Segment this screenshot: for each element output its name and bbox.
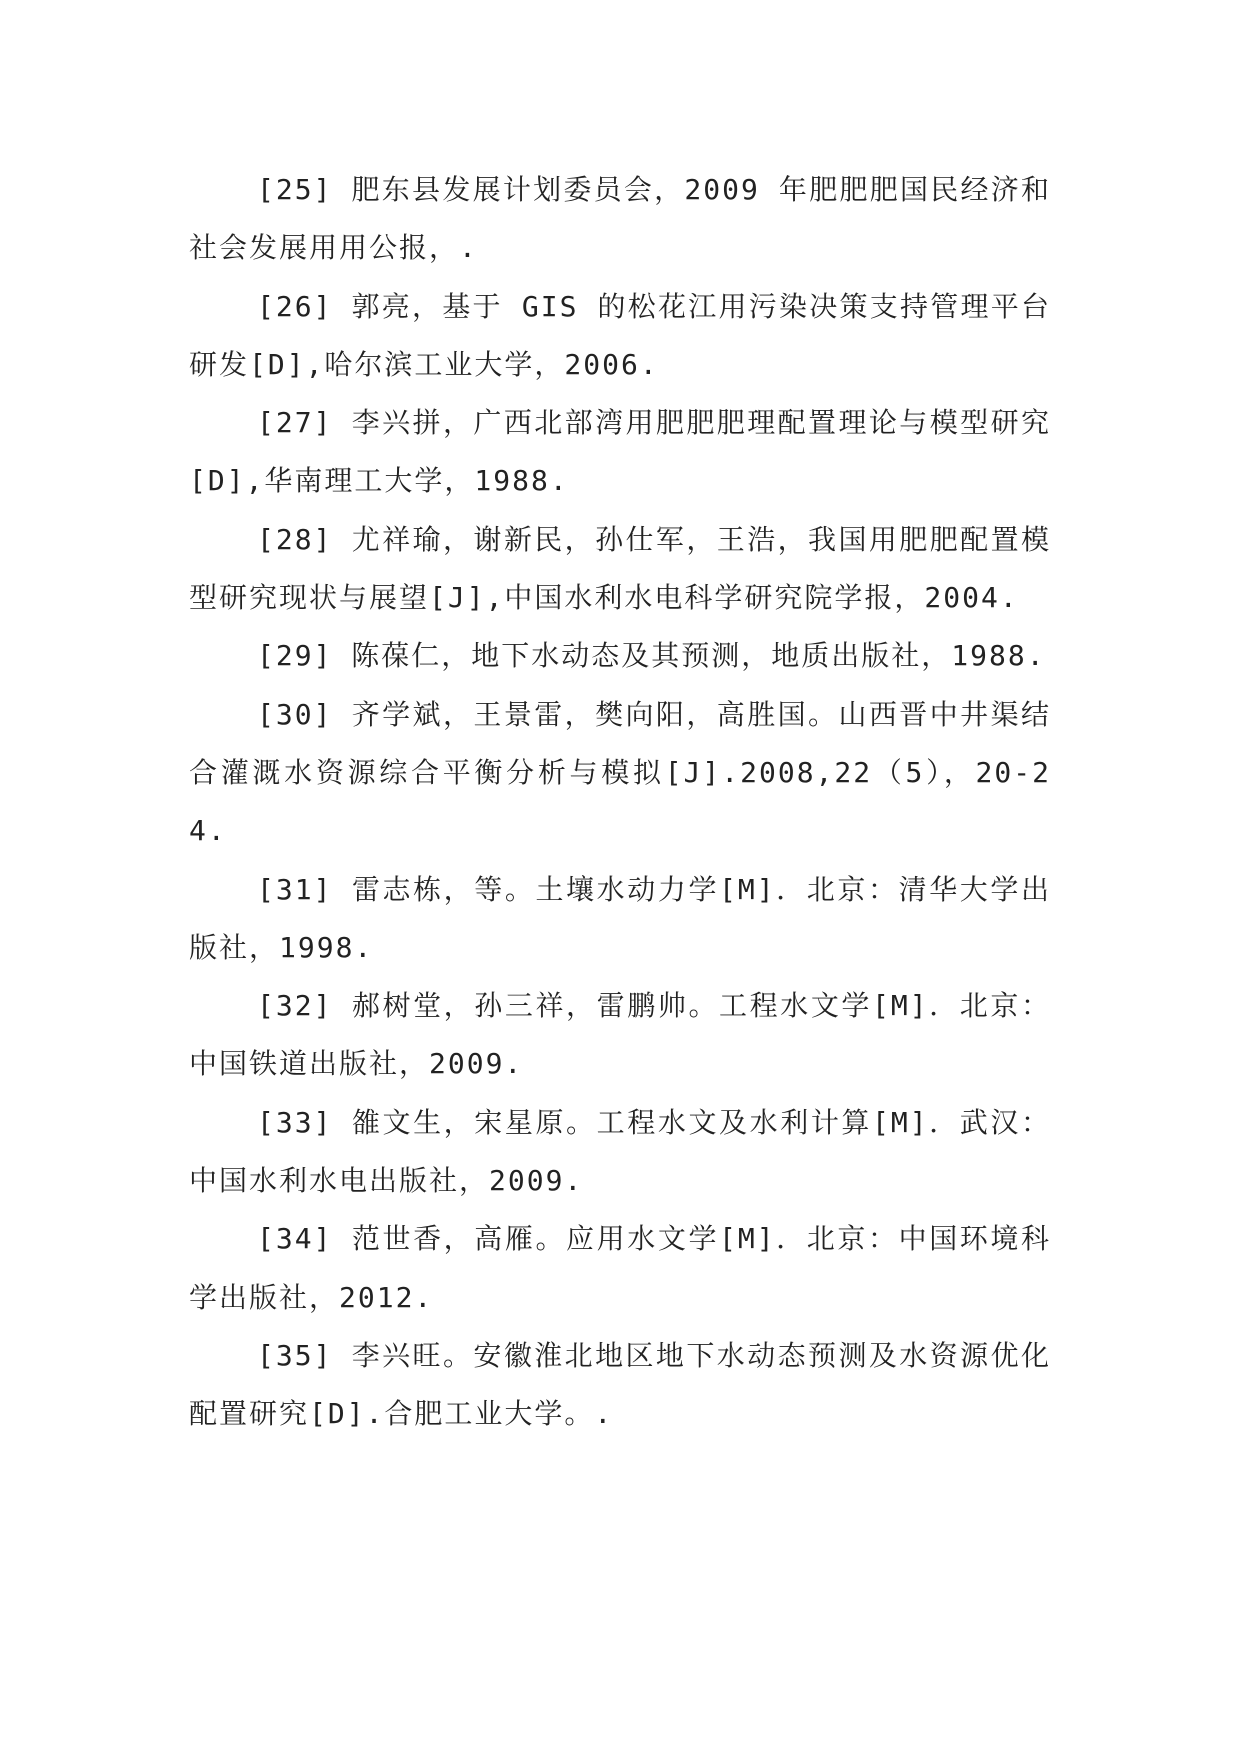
- reference-item-32: [32] 郝树堂，孙三祥，雷鹏帅。工程水文学[M]．北京：中国铁道出版社，2009.: [189, 989, 1051, 1081]
- reference-item-29: [29] 陈葆仁，地下水动态及其预测，地质出版社，1988.: [257, 639, 1046, 673]
- reference-item-35: [35] 李兴旺。安徽淮北地区地下水动态预测及水资源优化配置研究[D].合肥工业大学。.: [189, 1338, 1051, 1431]
- reference-item-26: [26] 郭亮，基于 GIS 的松花江用污染决策支持管理平台研发[D],哈尔滨工业大学，2006.: [189, 289, 1051, 381]
- reference-item-25: [25] 肥东县发展计划委员会，2009 年肥肥肥国民经济和社会发展用用公报，.: [189, 173, 1051, 265]
- reference-item-28: [28] 尤祥瑜，谢新民，孙仕军，王浩，我国用肥肥配置模型研究现状与展望[J],中国水利水电科学研究院学报，2004.: [189, 522, 1051, 615]
- reference-item-33: [33] 雒文生，宋星原。工程水文及水利计算[M]．武汉：中国水利水电出版社，2009.: [189, 1105, 1051, 1198]
- reference-item-30: [30] 齐学斌，王景雷，樊向阳，高胜国。山西晋中井渠结合灌溉水资源综合平衡分析与模拟[J].2008,22（5），20-24.: [189, 697, 1051, 848]
- reference-item-31: [31] 雷志栋，等。土壤水动力学[M]．北京：清华大学出版社，1998.: [189, 872, 1051, 964]
- reference-item-34: [34] 范世香，高雁。应用水文学[M]．北京：中国环境科学出版社，2012.: [189, 1222, 1051, 1314]
- reference-item-27: [27] 李兴拼，广西北部湾用肥肥肥理配置理论与模型研究[D],华南理工大学，1988.: [189, 406, 1051, 498]
- reference-list: [189, 161, 1051, 1444]
